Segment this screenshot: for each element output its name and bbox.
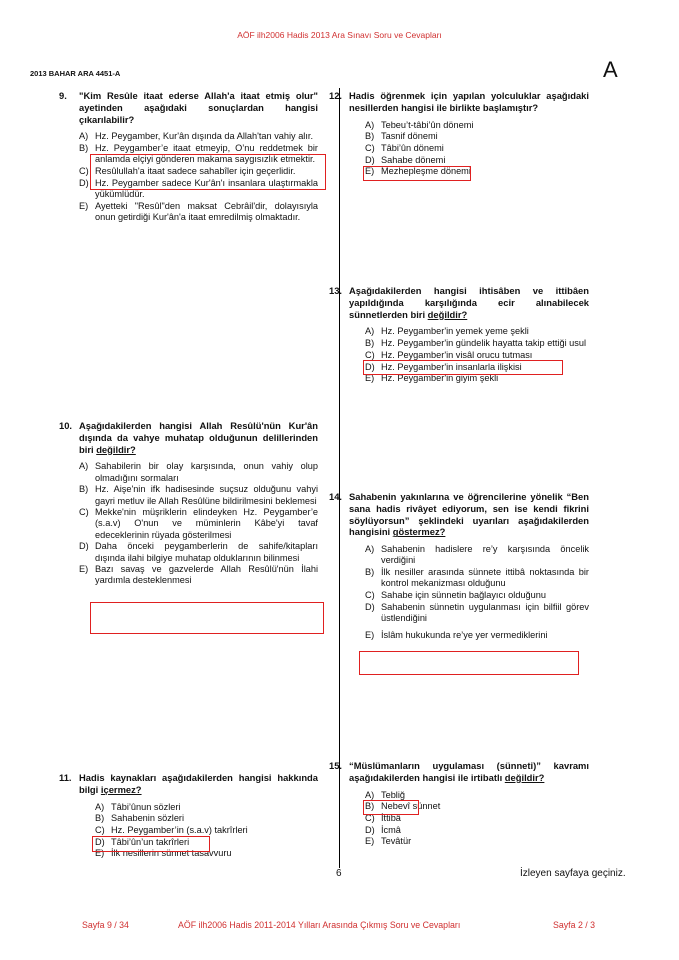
answer-highlight-q13	[363, 360, 563, 375]
option-b[interactable]: B) Nebevî sünnet	[365, 801, 441, 812]
option-b[interactable]: B) Hz. Peygamber'in gündelik hayatta takip ettiği usul	[365, 338, 587, 349]
option-d[interactable]: D) Sahabenin sünnetin uygulanması için bilfiil görev üstlendiğini	[365, 601, 589, 623]
option-c[interactable]: C) Hz. Peygamber'in visâl orucu tutması	[365, 349, 533, 360]
option-e[interactable]: E) Mezhepleşme dönemi	[365, 166, 471, 177]
question-number: 14.	[329, 491, 343, 502]
option-c[interactable]: C) Tâbi’ûn dönemi	[365, 143, 444, 153]
answer-highlight-q12	[363, 166, 471, 181]
option-b[interactable]: B) Hz. Aişe'nin ifk hadisesinde suçsuz olduğunu vahyi gayri metluv ile Allah Resûlüne bildirilmesini beklemesi	[79, 484, 318, 506]
answer-highlight-q10	[90, 602, 324, 634]
footer-page-right: Sayfa 2 / 3	[553, 920, 596, 930]
option-a[interactable]: A) Sahabilerin bir olay karşısında, onun vahiy olup olmadığını sormaları	[79, 461, 318, 483]
page-number: 6	[336, 868, 342, 879]
question-key-word: değildir?	[504, 771, 545, 783]
question-14	[329, 491, 589, 641]
answer-highlight-q9	[90, 154, 326, 190]
question-stem: “Müslümanların uygulaması (sünneti)” kavramı aşağıdakilerden hangisi ile irtibatlı	[349, 760, 589, 783]
document-header-title: AÖF ilh2006 Hadis 2013 Ara Sınavı Soru ve Cevapları	[237, 30, 442, 40]
option-d[interactable]: D) Tâbi’ûn’un takrîrleri	[95, 836, 190, 847]
question-10	[59, 420, 318, 587]
option-a[interactable]: A) Sahabenin hadislere re’y karşısında öncelik verdiğini	[365, 544, 589, 566]
option-b[interactable]: B) Sahabenin sözleri	[95, 813, 185, 824]
answer-highlight-q15	[363, 800, 419, 815]
question-number: 11.	[59, 772, 72, 783]
option-c[interactable]: C) Mekke'nin müşriklerin elindeyken Hz. Peygamber’e (s.a.v) O'nun ve müminlerin Kâbe'yi tavaf edeceklerinin rüyada gösterilmesi	[79, 507, 318, 540]
question-number: 10.	[59, 420, 73, 431]
option-c[interactable]: C) Hz. Peygamber’in (s.a.v) takrîrleri	[95, 825, 248, 835]
question-number: 9.	[59, 90, 67, 101]
option-e[interactable]: E) İslâm hukukunda re’ye yer vermediklerini	[365, 630, 548, 641]
question-key-word: göstermez?	[392, 526, 446, 538]
option-a[interactable]: A) Tebliğ	[365, 789, 406, 800]
option-d[interactable]: D) Sahabe dönemi	[365, 154, 446, 165]
question-key-word: değildir?	[96, 443, 136, 455]
option-b[interactable]: B) İlk nesiller arasında sünnete ittibâ noktasında bir kontrol mekanizması olduğunu	[365, 567, 589, 589]
question-stem: Aşağıdakilerden hangisi Allah Resûlü'nün Kur'ân dışında da vahye muhatap olduğunun delillerinden biri	[79, 420, 318, 455]
option-a[interactable]: A) Tâbi’ûnun sözleri	[95, 801, 181, 812]
option-e[interactable]: E) Ayetteki "Resûl"den maksat Cebrâil'dir, dolayısıyla onun getirdiği Kur'ân'a itaat emredilmiş olmaktadır.	[79, 200, 318, 222]
question-key-word: içermez?	[100, 783, 142, 795]
question-number: 15.	[329, 760, 343, 771]
option-c[interactable]: C) Sahabe için sünnetin bağlayıcı olduğunu	[365, 590, 546, 600]
option-a[interactable]: A) Tebeu’t-tâbi’ûn dönemi	[365, 119, 474, 130]
question-stem: "Kim Resûle itaat ederse Allah'a itaat etmiş olur" ayetinden aşağıdaki sonuçlardan hangisi çıkarılabilir?	[79, 90, 318, 125]
option-e[interactable]: E) Bazı savaş ve gazvelerde Allah Resûlü'nün İlahi yardımla desteklenmesi	[79, 564, 318, 586]
option-c[interactable]: C) Resûlullah'a itaat sadece sahabîler için geçerlidir.	[79, 166, 296, 176]
question-number: 12.	[329, 90, 343, 101]
question-number: 13.	[329, 285, 343, 296]
option-b[interactable]: B) Hz. Peygamber’e itaat etmeyip, O’nu reddetmek bir anlamda elçiyi gönderen makama saygısızlık etmektir.	[79, 143, 318, 165]
option-a[interactable]: A) Hz. Peygamber'in yemek yeme şekli	[365, 326, 529, 337]
footer-page-left: Sayfa 9 / 34	[82, 920, 129, 930]
question-stem: Aşağıdakilerden hangisi ihtisâben ve ittibâen yapıldığında karşılığında ecir alınabilecek sünnetlerden biri	[349, 285, 589, 320]
option-e[interactable]: E) Hz. Peygamber'in giyim şekli	[365, 373, 499, 384]
option-b[interactable]: B) Tasnif dönemi	[365, 131, 438, 142]
option-d[interactable]: D) İcmâ	[365, 824, 401, 835]
option-e[interactable]: E) Tevâtür	[365, 836, 412, 847]
option-d[interactable]: D) Daha önceki peygamberlerin de sahife/kitapları dışında ilahi bilgiye muhatap olduklarının bilinmesi	[79, 541, 318, 563]
option-a[interactable]: A) Hz. Peygamber, Kur'ân dışında da Allah'tan vahiy alır.	[79, 131, 314, 142]
column-divider	[339, 88, 340, 868]
option-d[interactable]: D) Hz. Peygamber'in insanlarla ilişkisi	[365, 361, 522, 372]
question-key-word: değildir?	[427, 308, 468, 320]
question-stem: Sahabenin yakınlarına ve öğrencilerine yönelik “Ben sana hadis rivâyet ediyorum, sen ise kendi fikrini söylüyorsun” şeklindeki uyarıları aşağıdakilerden hangisini	[349, 491, 589, 538]
question-stem: Hadis kaynakları aşağıdakilerden hangisi hakkında bilgi	[79, 772, 318, 795]
question-12	[329, 90, 589, 178]
booklet-letter: A	[603, 57, 618, 82]
exam-code: 2013 BAHAR ARA 4451-A	[30, 69, 121, 78]
question-stem: Hadis öğrenmek için yapılan yolculuklar aşağıdaki nesillerden hangisi ile birlikte başlamıştır?	[349, 90, 589, 113]
next-page-instruction: İzleyen sayfaya geçiniz.	[520, 868, 626, 879]
answer-highlight-q11	[92, 836, 210, 852]
footer-title: AÖF ilh2006 Hadis 2011-2014 Yılları Arasında Çıkmış Soru ve Cevapları	[178, 920, 461, 930]
option-e[interactable]: E) İlk nesillerin sünnet tasavvuru	[95, 848, 232, 859]
option-c[interactable]: C) İttibâ	[365, 813, 401, 823]
option-d[interactable]: D) Hz. Peygamber sadece Kur'ân'ı insanlara ulaştırmakla yükümlüdür.	[79, 177, 318, 199]
answer-highlight-q14	[359, 651, 579, 675]
